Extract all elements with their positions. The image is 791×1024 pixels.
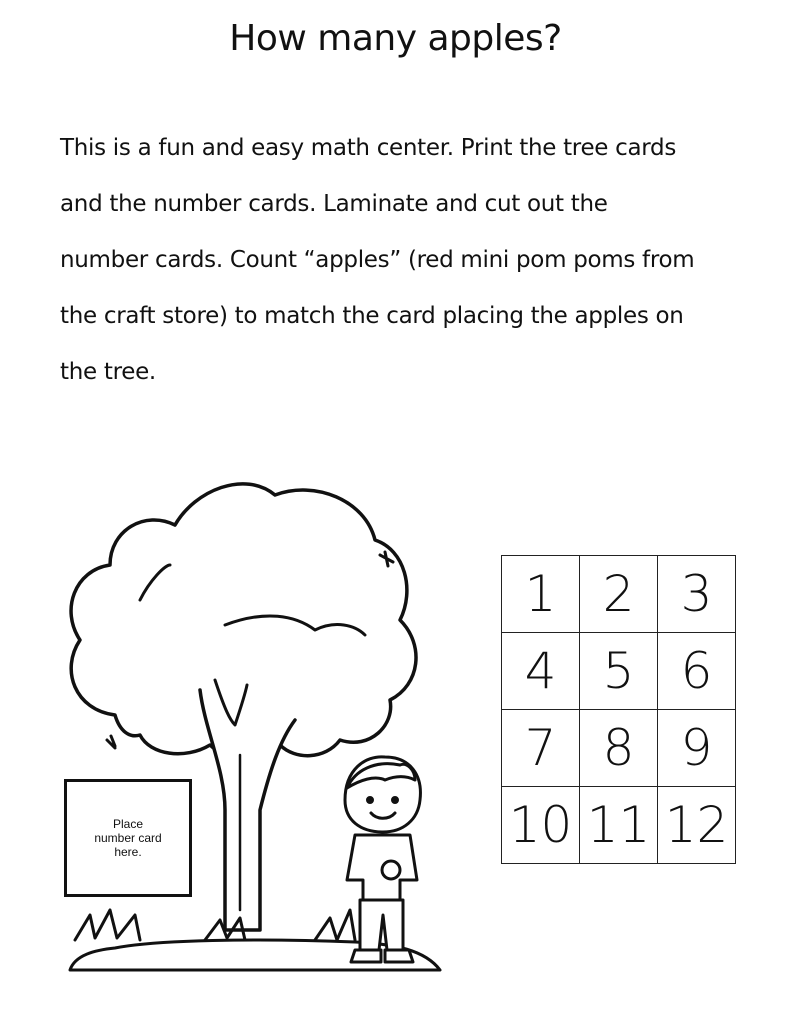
number-card: 10	[502, 787, 580, 864]
placeholder-line: number card	[94, 831, 162, 845]
number-card: 5	[580, 633, 658, 710]
tree-trunk	[200, 690, 295, 930]
boy-figure	[345, 757, 420, 962]
boy-shoes	[351, 950, 413, 962]
instruction-line: the tree.	[60, 359, 156, 385]
placeholder-line: here.	[114, 845, 142, 859]
instruction-line: and the number cards. Laminate and cut out the	[60, 191, 608, 217]
grass-blades	[75, 910, 355, 940]
number-card: 6	[658, 633, 736, 710]
instruction-line: number cards. Count “apples” (red mini pom poms from	[60, 247, 695, 273]
canopy-detail	[107, 736, 115, 748]
placeholder-line: Place	[112, 817, 144, 831]
tree-and-boy-illustration	[55, 470, 455, 985]
number-card: 1	[502, 556, 580, 633]
number-card: 11	[580, 787, 658, 864]
number-card: 8	[580, 710, 658, 787]
boy-eye	[368, 798, 373, 803]
number-card: 2	[580, 556, 658, 633]
placeholder-text	[83, 817, 173, 859]
number-card: 9	[658, 710, 736, 787]
number-card: 3	[658, 556, 736, 633]
number-card: 4	[502, 633, 580, 710]
number-cards-grid	[501, 555, 736, 864]
number-card: 12	[658, 787, 736, 864]
instruction-line: the craft store) to match the card placing the apples on	[60, 303, 684, 329]
number-card-placeholder	[64, 779, 192, 897]
apple-in-hand	[382, 861, 400, 879]
boy-pants	[360, 900, 403, 950]
page-title: How many apples?	[229, 18, 562, 59]
instructions-paragraph	[60, 120, 750, 400]
instruction-line: This is a fun and easy math center. Print the tree cards	[60, 135, 677, 161]
boy-eye	[393, 798, 398, 803]
number-card: 7	[502, 710, 580, 787]
